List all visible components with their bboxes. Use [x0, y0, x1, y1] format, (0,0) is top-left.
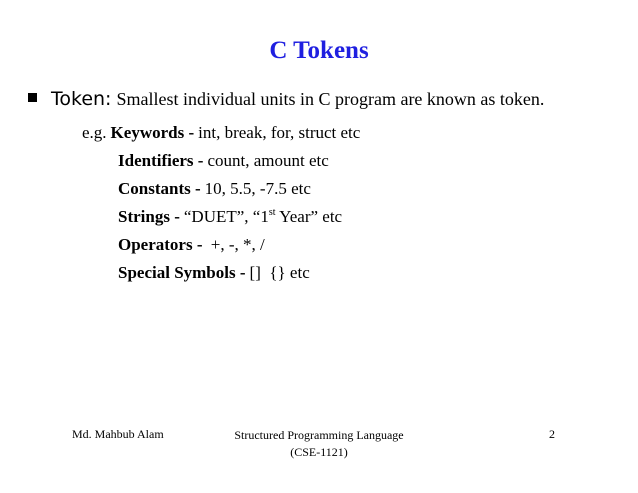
footer-course-code: (CSE-1121) — [290, 445, 348, 459]
token-examples — [184, 207, 342, 226]
token-separator: - — [239, 263, 246, 282]
token-separator: - — [174, 207, 180, 226]
token-separator: - — [196, 235, 203, 254]
token-kind-strings — [118, 208, 342, 225]
token-separator: - — [197, 151, 204, 170]
token-examples-part: “DUET”, “1 — [183, 207, 269, 226]
token-examples: int, break, for, struct etc — [198, 123, 361, 142]
footer-page-number: 2 — [549, 427, 555, 441]
token-examples: [] {} etc — [249, 263, 310, 282]
bullet-description: Smallest individual units in C program are known as token. — [116, 89, 545, 109]
token-examples: count, amount etc — [207, 151, 329, 170]
token-examples-part: Year” etc — [275, 207, 343, 226]
footer-course — [219, 427, 419, 461]
square-bullet-icon — [28, 93, 37, 102]
token-separator: - — [188, 123, 195, 142]
footer-course-name: Structured Programming Language — [234, 428, 404, 442]
bullet-token-definition — [28, 88, 544, 110]
bullet-term: Token: — [51, 88, 112, 110]
token-kind-label: Operators — [118, 235, 193, 254]
token-separator: - — [195, 179, 201, 198]
token-kind-identifiers — [118, 152, 329, 169]
slide-title: C Tokens — [269, 37, 369, 64]
token-kind-special-symbols — [118, 264, 310, 281]
token-kind-label: Identifiers — [118, 151, 194, 170]
examples-prefix: e.g. — [82, 123, 107, 142]
token-examples: +, -, *, / — [206, 235, 265, 254]
token-kind-operators — [118, 236, 265, 253]
token-examples: 10, 5.5, -7.5 etc — [204, 179, 311, 198]
ordinal-superscript: st — [268, 207, 276, 218]
token-kind-label: Special Symbols — [118, 263, 236, 282]
token-kind-label: Keywords — [110, 123, 185, 142]
token-kind-label: Constants — [118, 179, 191, 198]
token-kind-keywords — [82, 124, 360, 141]
token-kind-constants — [118, 180, 311, 197]
token-kind-label: Strings — [118, 207, 170, 226]
footer-author: Md. Mahbub Alam — [72, 427, 164, 441]
